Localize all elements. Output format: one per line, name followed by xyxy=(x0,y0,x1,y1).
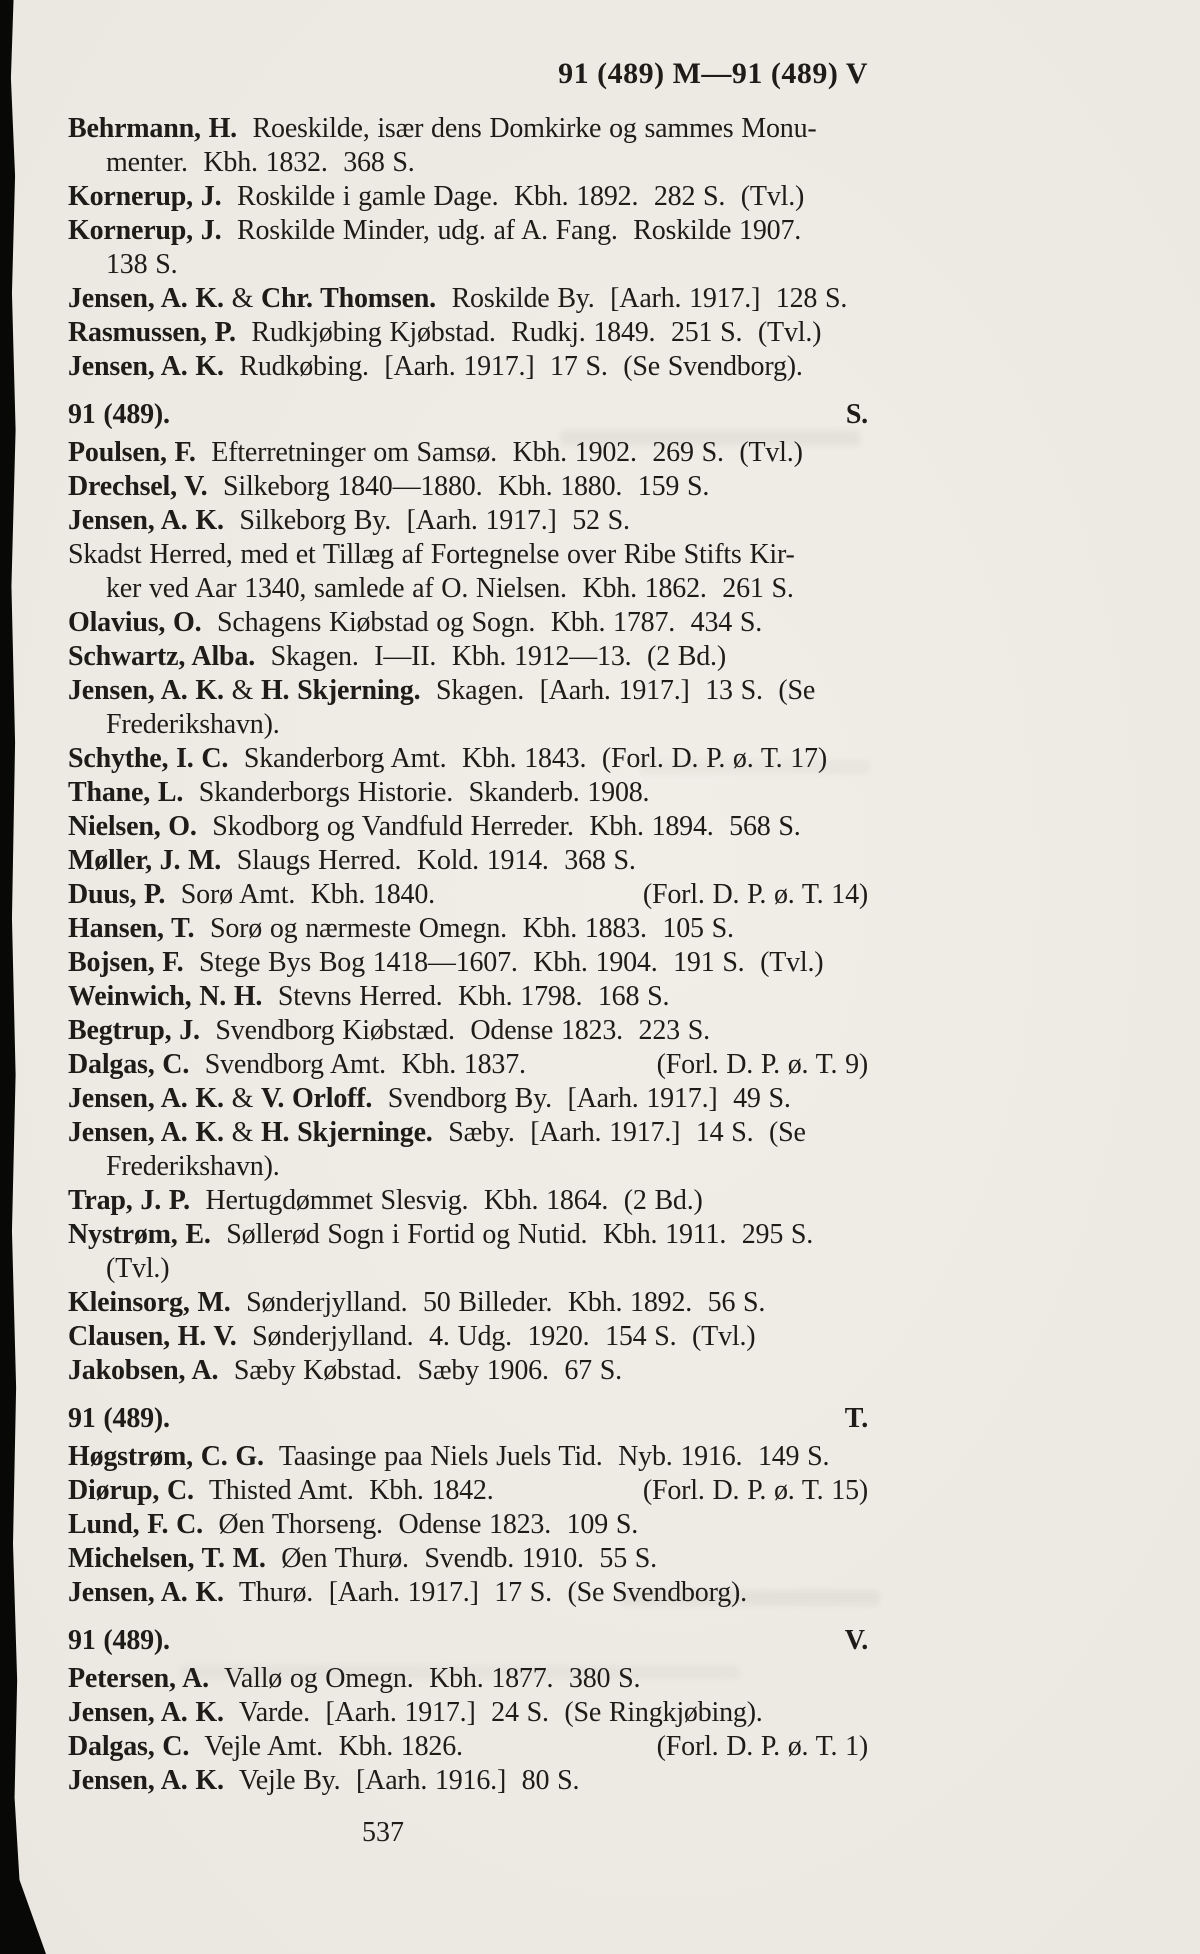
entry-text: 138 S. xyxy=(106,249,178,280)
author-name: Høgstrøm, C. G. xyxy=(68,1441,264,1472)
entry-line xyxy=(68,1354,868,1388)
entry-text: Roeskilde, især dens Domkirke og sammes Monu- xyxy=(236,113,817,144)
entry-line-text xyxy=(68,845,636,876)
entry-text: Skadst Herred, med et Tillæg af Fortegnelse over Ribe Stifts Kir- xyxy=(68,539,795,570)
entry-line xyxy=(68,844,868,878)
entry-line-text xyxy=(68,1624,170,1658)
entry-right-text: (Forl. D. P. ø. T. 15) xyxy=(642,1475,868,1506)
author-name: 91 (489). xyxy=(68,1625,170,1656)
author-name: Olavius, O. xyxy=(68,607,202,638)
entry-line xyxy=(68,572,868,606)
author-name: Jensen, A. K. xyxy=(68,283,224,314)
author-name: Jakobsen, A. xyxy=(68,1355,219,1386)
entry-text: Sønderjylland. 50 Billeder. Kbh. 1892. 56 S. xyxy=(230,1287,766,1318)
bibliography-list xyxy=(68,112,868,1798)
entry-line xyxy=(68,436,868,470)
entry-line-text xyxy=(68,471,709,502)
entry-line-text xyxy=(106,249,177,280)
entry-text: Søllerød Sogn i Fortid og Nutid. Kbh. 1911. 295 S. xyxy=(210,1219,814,1250)
section-letter: S. xyxy=(845,399,868,430)
entry-text: Sæby Købstad. Sæby 1906. 67 S. xyxy=(218,1355,622,1386)
entry-text: Øen Thorseng. Odense 1823. 109 S. xyxy=(202,1509,638,1540)
entry-line xyxy=(68,1320,868,1354)
author-name: Chr. Thomsen. xyxy=(260,283,436,314)
entry-text: Svendborg By. [Aarh. 1917.] 49 S. xyxy=(372,1083,791,1114)
entry-text: & xyxy=(223,1083,261,1114)
entry-text: Skagen. [Aarh. 1917.] 13 S. (Se xyxy=(420,675,816,706)
entry-line-text xyxy=(68,1441,829,1472)
entry-text: Roskilde i gamle Dage. Kbh. 1892. 282 S. (Tvl.) xyxy=(221,181,805,212)
entry-line xyxy=(68,1576,868,1610)
entry-line-text xyxy=(68,675,815,706)
entry-line xyxy=(68,504,868,538)
entry-line xyxy=(68,606,868,640)
entry-line xyxy=(68,112,868,146)
entry-line-text xyxy=(68,1048,526,1082)
entry-line xyxy=(68,1048,868,1082)
author-name: Drechsel, V. xyxy=(68,471,208,502)
entry-line xyxy=(68,248,868,282)
entry-line xyxy=(68,1440,868,1474)
entry-text: Skanderborg Amt. Kbh. 1843. (Forl. D. P. ø. T. 17) xyxy=(228,743,827,774)
entry-line xyxy=(68,1184,868,1218)
entry-text: Sæby. [Aarh. 1917.] 14 S. (Se xyxy=(432,1117,806,1148)
author-name: Duus, P. xyxy=(68,879,166,910)
entry-line xyxy=(68,776,868,810)
entry-line-text xyxy=(68,539,795,570)
entry-line xyxy=(68,1730,868,1764)
entry-line-text xyxy=(68,1730,463,1764)
author-name: Nielsen, O. xyxy=(68,811,197,842)
scan-gutter-corner xyxy=(0,1864,46,1954)
entry-line xyxy=(68,1286,868,1320)
entry-text: Stevns Herred. Kbh. 1798. 168 S. xyxy=(262,981,670,1012)
entry-line xyxy=(68,742,868,776)
entry-line-text xyxy=(68,1321,755,1352)
entry-line-text xyxy=(106,1253,169,1284)
entry-line xyxy=(68,180,868,214)
entry-line-text xyxy=(68,1117,806,1148)
entry-text: Frederikshavn). xyxy=(106,709,280,740)
author-name: Thane, L. xyxy=(68,777,184,808)
entry-text: Thurø. [Aarh. 1917.] 17 S. (Se Svendborg). xyxy=(223,1577,747,1608)
section-heading xyxy=(68,1624,868,1658)
running-head: 91 (489) M—91 (489) V xyxy=(558,57,868,90)
section-letter: V. xyxy=(844,1625,868,1656)
entry-text: menter. Kbh. 1832. 368 S. xyxy=(106,147,415,178)
entry-line xyxy=(68,1474,868,1508)
entry-line-text xyxy=(68,1765,579,1796)
entry-right-text: (Forl. D. P. ø. T. 9) xyxy=(656,1049,868,1080)
entry-text: Vejle Amt. Kbh. 1826. xyxy=(189,1731,463,1762)
entry-text: Skagen. I—II. Kbh. 1912—13. (2 Bd.) xyxy=(255,641,726,672)
entry-text: Vejle By. [Aarh. 1916.] 80 S. xyxy=(223,1765,580,1796)
entry-text: ker ved Aar 1340, samlede af O. Nielsen. Kbh. 1862. 261 S. xyxy=(106,573,794,604)
entry-line xyxy=(68,214,868,248)
entry-text: & xyxy=(223,283,261,314)
entry-text: Svendborg Amt. Kbh. 1837. xyxy=(189,1049,526,1080)
author-name: Jensen, A. K. xyxy=(68,1117,224,1148)
author-name: Jensen, A. K. xyxy=(68,675,224,706)
entry-line-text xyxy=(68,1185,703,1216)
entry-line-text xyxy=(68,1355,622,1386)
entry-text: Sorø Amt. Kbh. 1840. xyxy=(165,879,435,910)
entry-text: Sønderjylland. 4. Udg. 1920. 154 S. (Tvl.) xyxy=(236,1321,756,1352)
entry-line xyxy=(68,1764,868,1798)
entry-text: Taasinge paa Niels Juels Tid. Nyb. 1916. 149 S. xyxy=(263,1441,830,1472)
entry-text: Varde. [Aarh. 1917.] 24 S. (Se Ringkjøbing). xyxy=(223,1697,763,1728)
author-name: Diørup, C. xyxy=(68,1475,194,1506)
entry-text: Schagens Kiøbstad og Sogn. Kbh. 1787. 434 S. xyxy=(201,607,763,638)
author-name: Møller, J. M. xyxy=(68,845,222,876)
entry-line xyxy=(68,674,868,708)
author-name: H. Skjerninge. xyxy=(260,1117,433,1148)
entry-line-text xyxy=(68,398,170,432)
author-name: Lund, F. C. xyxy=(68,1509,203,1540)
entry-line xyxy=(68,1116,868,1150)
author-name: Rasmussen, P. xyxy=(68,317,236,348)
entry-line-text xyxy=(106,1151,280,1182)
author-name: Jensen, A. K. xyxy=(68,1697,224,1728)
author-name: Jensen, A. K. xyxy=(68,351,224,382)
entry-line xyxy=(68,1150,868,1184)
entry-text: Hertugdømmet Slesvig. Kbh. 1864. (2 Bd.) xyxy=(189,1185,703,1216)
entry-text: & xyxy=(223,1117,261,1148)
entry-text: Sorø og nærmeste Omegn. Kbh. 1883. 105 S. xyxy=(194,913,734,944)
entry-text: Silkeborg By. [Aarh. 1917.] 52 S. xyxy=(223,505,630,536)
author-name: Jensen, A. K. xyxy=(68,1765,224,1796)
section-heading xyxy=(68,1402,868,1436)
entry-line xyxy=(68,1218,868,1252)
text-column xyxy=(68,56,868,1850)
entry-right-text: (Forl. D. P. ø. T. 14) xyxy=(642,879,868,910)
entry-line xyxy=(68,946,868,980)
entry-text: & xyxy=(223,675,261,706)
entry-line-text xyxy=(68,1474,494,1508)
scan-gutter-edge xyxy=(0,0,26,1954)
entry-line-text xyxy=(68,1577,747,1608)
entry-line-text xyxy=(68,1663,640,1694)
entry-line xyxy=(68,878,868,912)
entry-line-text xyxy=(68,743,827,774)
entry-line-text xyxy=(68,1509,638,1540)
author-name: Kleinsorg, M. xyxy=(68,1287,231,1318)
entry-line-text xyxy=(68,1697,763,1728)
author-name: Bojsen, F. xyxy=(68,947,184,978)
author-name: H. Skjerning. xyxy=(260,675,421,706)
entry-text: Vallø og Omegn. Kbh. 1877. 380 S. xyxy=(208,1663,641,1694)
entry-text: (Tvl.) xyxy=(106,1253,170,1284)
entry-line-text xyxy=(68,1219,813,1250)
entry-text: Slaugs Herred. Kold. 1914. 368 S. xyxy=(221,845,636,876)
entry-line-text xyxy=(68,437,803,468)
entry-line-text xyxy=(68,215,801,246)
author-name: Begtrup, J. xyxy=(68,1015,200,1046)
author-name: Clausen, H. V. xyxy=(68,1321,237,1352)
author-name: Hansen, T. xyxy=(68,913,195,944)
entry-line xyxy=(68,316,868,350)
author-name: Weinwich, N. H. xyxy=(68,981,263,1012)
author-name: Jensen, A. K. xyxy=(68,1083,224,1114)
author-name: Nystrøm, E. xyxy=(68,1219,211,1250)
entry-text: Roskilde By. [Aarh. 1917.] 128 S. xyxy=(435,283,848,314)
entry-text: Roskilde Minder, udg. af A. Fang. Roskilde 1907. xyxy=(221,215,802,246)
entry-line xyxy=(68,146,868,180)
entry-line-text xyxy=(68,1083,791,1114)
page-number: 537 xyxy=(362,1817,404,1848)
entry-text: Silkeborg 1840—1880. Kbh. 1880. 159 S. xyxy=(207,471,710,502)
entry-line-text xyxy=(68,505,630,536)
entry-line xyxy=(68,980,868,1014)
entry-line xyxy=(68,1696,868,1730)
entry-line-text xyxy=(68,1402,170,1436)
entry-text: Stege Bys Bog 1418—1607. Kbh. 1904. 191 S. (Tvl.) xyxy=(183,947,824,978)
entry-text: Rudkjøbing Kjøbstad. Rudkj. 1849. 251 S. (Tvl.) xyxy=(235,317,822,348)
author-name: V. Orloff. xyxy=(260,1083,373,1114)
author-name: Kornerup, J. xyxy=(68,215,222,246)
entry-line xyxy=(68,1014,868,1048)
entry-text: Efterretninger om Samsø. Kbh. 1902. 269 S. (Tvl.) xyxy=(195,437,803,468)
entry-line-text xyxy=(68,351,803,382)
author-name: Trap, J. P. xyxy=(68,1185,190,1216)
entry-line-text xyxy=(68,283,847,314)
entry-line xyxy=(68,1508,868,1542)
entry-text: Skodborg og Vandfuld Herreder. Kbh. 1894. 568 S. xyxy=(196,811,801,842)
entry-line xyxy=(68,1542,868,1576)
entry-line xyxy=(68,350,868,384)
entry-right-text: (Forl. D. P. ø. T. 1) xyxy=(656,1731,868,1762)
author-name: 91 (489). xyxy=(68,1403,170,1434)
entry-line xyxy=(68,470,868,504)
section-letter: T. xyxy=(844,1403,868,1434)
author-name: Poulsen, F. xyxy=(68,437,196,468)
author-name: Kornerup, J. xyxy=(68,181,222,212)
entry-line-text xyxy=(68,1287,765,1318)
entry-line xyxy=(68,708,868,742)
entry-line-text xyxy=(68,317,821,348)
entry-line-text xyxy=(68,981,669,1012)
entry-line xyxy=(68,1662,868,1696)
author-name: Michelsen, T. M. xyxy=(68,1543,266,1574)
entry-line-text xyxy=(68,811,801,842)
author-name: Petersen, A. xyxy=(68,1663,209,1694)
author-name: Behrmann, H. xyxy=(68,113,237,144)
entry-line xyxy=(68,640,868,674)
entry-line-text xyxy=(68,947,823,978)
entry-line xyxy=(68,538,868,572)
entry-line xyxy=(68,1082,868,1116)
author-name: Dalgas, C. xyxy=(68,1049,190,1080)
entry-line-text xyxy=(68,777,649,808)
author-name: Schwartz, Alba. xyxy=(68,641,256,672)
entry-text: Svendborg Kiøbstæd. Odense 1823. 223 S. xyxy=(199,1015,710,1046)
entry-line-text xyxy=(68,1015,710,1046)
entry-line xyxy=(68,810,868,844)
entry-line-text xyxy=(68,878,435,912)
entry-line-text xyxy=(106,709,280,740)
entry-line-text xyxy=(68,1543,657,1574)
entry-text: Thisted Amt. Kbh. 1842. xyxy=(193,1475,494,1506)
entry-line-text xyxy=(106,147,415,178)
entry-line-text xyxy=(106,573,794,604)
author-name: Jensen, A. K. xyxy=(68,1577,224,1608)
entry-line-text xyxy=(68,181,804,212)
entry-line-text xyxy=(68,641,726,672)
entry-text: Skanderborgs Historie. Skanderb. 1908. xyxy=(183,777,650,808)
entry-line-text xyxy=(68,113,817,144)
entry-line xyxy=(68,282,868,316)
entry-text: Øen Thurø. Svendb. 1910. 55 S. xyxy=(265,1543,657,1574)
section-heading xyxy=(68,398,868,432)
entry-line-text xyxy=(68,913,734,944)
author-name: Jensen, A. K. xyxy=(68,505,224,536)
author-name: 91 (489). xyxy=(68,399,170,430)
entry-line xyxy=(68,912,868,946)
author-name: Dalgas, C. xyxy=(68,1731,190,1762)
author-name: Schythe, I. C. xyxy=(68,743,229,774)
entry-text: Rudkøbing. [Aarh. 1917.] 17 S. (Se Svendborg). xyxy=(223,351,803,382)
entry-text: Frederikshavn). xyxy=(106,1151,280,1182)
entry-line-text xyxy=(68,607,762,638)
entry-line xyxy=(68,1252,868,1286)
